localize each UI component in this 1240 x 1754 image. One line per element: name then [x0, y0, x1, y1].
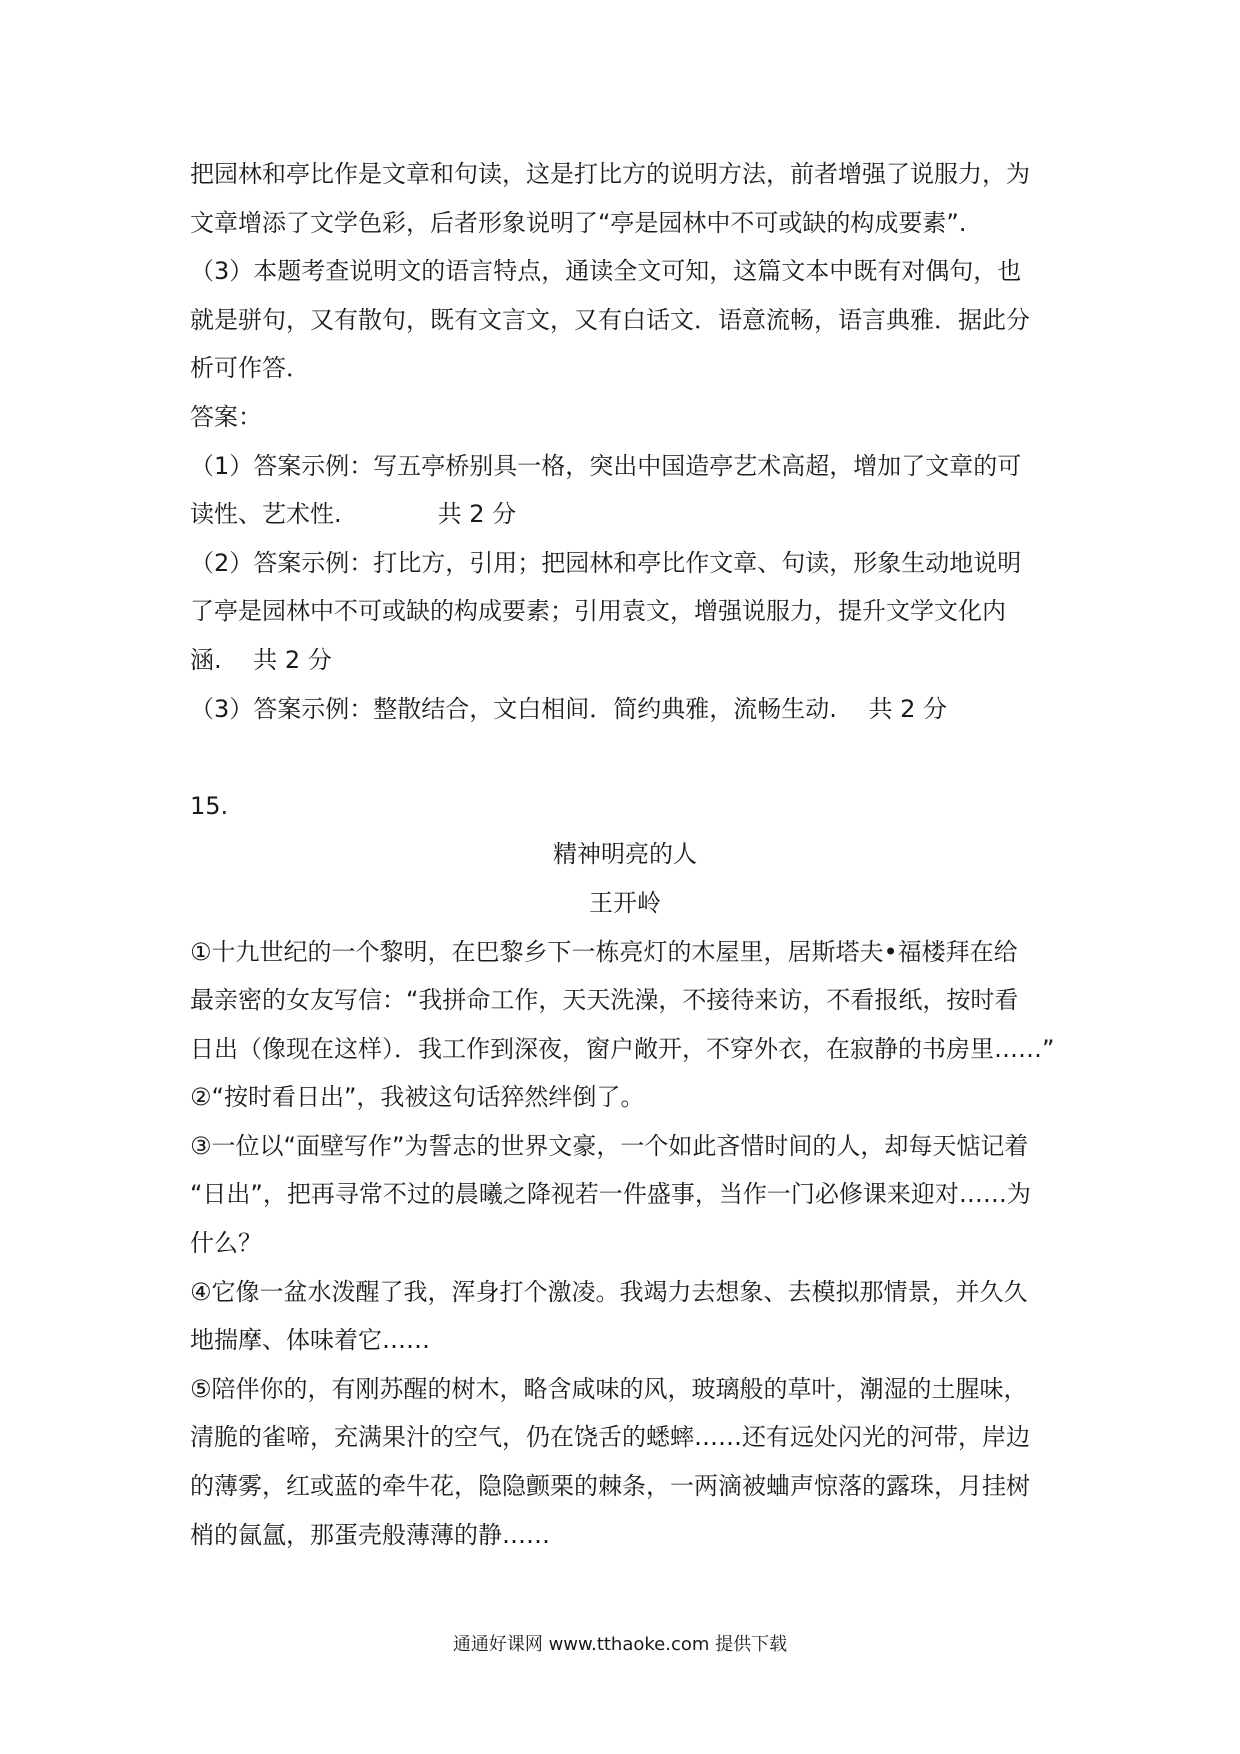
explanation-block	[190, 150, 1060, 393]
text-line: （3）本题考查说明文的语言特点，通读全文可知，这篇文本中既有对偶句，也	[190, 257, 1022, 286]
spacer	[190, 733, 1060, 782]
passage-author: 王开岭	[589, 888, 661, 917]
answer-block	[190, 393, 1060, 733]
text-line: 就是骈句，又有散句，既有文言文，又有白话文．语意流畅，语言典雅．据此分	[190, 305, 1030, 334]
passage-title: 精神明亮的人	[553, 840, 697, 869]
passage-line: ④它像一盆水泼醒了我，浑身打个激凌。我竭力去想象、去模拟那情景，并久久	[190, 1277, 1028, 1306]
text-line: 把园林和亭比作是文章和句读，这是打比方的说明方法，前者增强了说服力，为	[190, 160, 1030, 188]
passage-line: ③一位以“面壁写作”为誓志的世界文豪，一个如此吝惜时间的人，却每天惦记着	[190, 1131, 1029, 1160]
answer-line: （1）答案示例：写五亭桥别具一格，突出中国造亭艺术高超，增加了文章的可	[190, 451, 1022, 480]
passage-line: 地揣摩、体味着它……	[190, 1326, 430, 1355]
answer-line: 涵. 共 2 分	[190, 645, 332, 674]
page-footer: 通通好课网 www.tthaoke.com 提供下载	[452, 1634, 788, 1655]
text-line: 析可作答．	[190, 354, 310, 383]
passage-line: ②“按时看日出”，我被这句话猝然绊倒了。	[190, 1083, 645, 1112]
answer-heading: 答案：	[190, 402, 262, 431]
passage-line: ①十九世纪的一个黎明，在巴黎乡下一栋亮灯的木屋里，居斯塔夫•福楼拜在给	[190, 937, 1018, 966]
passage-line: 清脆的雀啼，充满果汁的空气，仍在饶舌的蟋蟀……还有远处闪光的河带，岸边	[190, 1423, 1030, 1452]
question-15-block	[190, 782, 1060, 1560]
question-number: 15.	[190, 791, 229, 820]
passage-line: 最亲密的女友写信：“我拼命工作，天天洗澡，不接待来访，不看报纸，按时看	[190, 986, 1019, 1015]
answer-line: （2）答案示例：打比方，引用；把园林和亭比作文章、句读，形象生动地说明	[190, 548, 1022, 577]
passage-line: 的薄雾，红或蓝的牵牛花，隐隐颤栗的棘条，一两滴被蛐声惊落的露珠，月挂树	[190, 1472, 1030, 1501]
passage-line: 什么？	[190, 1229, 262, 1258]
passage-line: ⑤陪伴你的，有刚苏醒的树木，略含咸味的风，玻璃般的草叶，潮湿的土腥味，	[190, 1374, 1028, 1403]
answer-line: 了亭是园林中不可或缺的构成要素；引用袁文，增强说服力，提升文学文化内	[190, 597, 1006, 626]
answer-line: 读性、艺术性. 共 2 分	[190, 500, 517, 529]
document-body	[190, 150, 1060, 1559]
answer-line: （3）答案示例：整散结合，文白相间．简约典雅，流畅生动. 共 2 分	[190, 694, 948, 723]
text-line: 文章增添了文学色彩，后者形象说明了“亭是园林中不可或缺的构成要素”.	[190, 208, 967, 237]
passage-line: 梢的氤氲，那蛋壳般薄薄的静……	[190, 1520, 550, 1549]
passage-line: “日出”，把再寻常不过的晨曦之降视若一件盛事，当作一门必修课来迎对……为	[190, 1180, 1031, 1209]
passage-line: 日出（像现在这样）．我工作到深夜，窗户敞开，不穿外衣，在寂静的书房里……”	[190, 1034, 1055, 1063]
